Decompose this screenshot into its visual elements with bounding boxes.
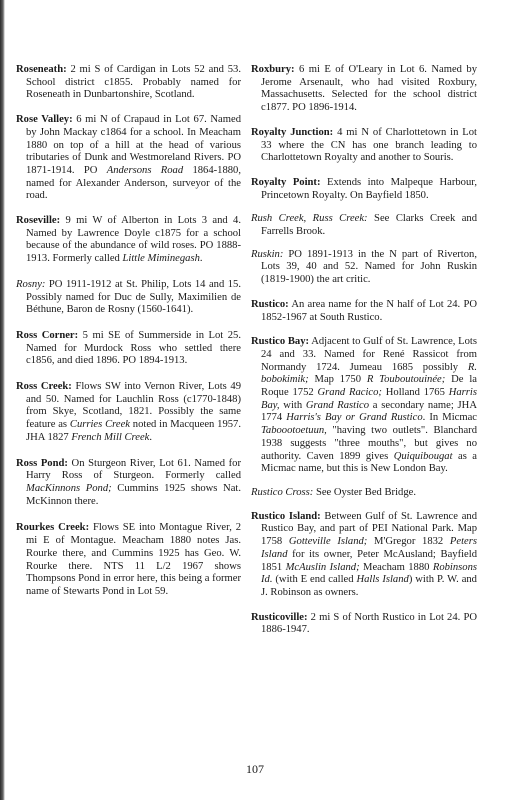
- gazetteer-entry: [16, 215, 241, 266]
- gazetteer-entry: [251, 336, 477, 476]
- entry-term: Royalty Junction:: [251, 126, 334, 138]
- entry-term: Rourkes Creek:: [16, 522, 90, 534]
- entry-text: with: [279, 399, 306, 411]
- entry-term: Rustico Island:: [251, 510, 321, 522]
- entry-text: 6 mi E of O'Leary in Lot 6. Named by Jerome Arsenault, who had visited Roxbury, Massachusetts. Selected for the school district c1877. PO 1896-1914.: [261, 64, 477, 114]
- entry-text: PO 1891-1913 in the N part of Riverton, Lots 39, 40 and 52. Named for John Ruskin (1819-1900) the art critic.: [261, 248, 477, 286]
- entry-text: . In Micmac: [422, 412, 477, 424]
- entry-text: De la Roque 1752: [261, 374, 477, 399]
- entry-variant-name: Gotteville Island;: [288, 536, 368, 548]
- gazetteer-entry: [251, 177, 477, 202]
- entry-variant-name: R Touboutouinée;: [366, 374, 446, 386]
- entry-term: Rusticoville:: [251, 611, 308, 623]
- entry-text: On Sturgeon River, Lot 61. Named for Harry Ross of Sturgeon. Formerly called: [26, 457, 241, 482]
- entry-term: Rustico:: [251, 298, 289, 310]
- entry-term: Rush Creek, Russ Creek:: [251, 213, 368, 225]
- entry-variant-name: Curries Creek: [69, 419, 130, 431]
- entry-text: for its owner, Peter McAusland; Bayfield 1851: [261, 548, 477, 573]
- gazetteer-entry: [251, 127, 477, 165]
- entry-term: Rustico Cross:: [251, 486, 314, 498]
- entry-text: Between Gulf of St. Lawrence and Rustico Bay, and part of PEI National Park. Map 1758: [261, 510, 477, 548]
- entry-variant-name: Taboootoetuun,: [261, 425, 327, 437]
- gazetteer-entry: [251, 511, 477, 600]
- gazetteer-entry: [16, 330, 241, 368]
- entry-text: 6 mi N of Crapaud in Lot 67. Named by John Mackay c1864 for a school. In Meacham 1880 on top of a hill at the head of various tributaries of Dunk and Westmoreland Rivers. PO 1871-1914. PO: [26, 114, 241, 176]
- entry-variant-name: R. bobokimik;: [261, 361, 477, 386]
- page-number: 107: [246, 762, 264, 776]
- entry-text: An area name for the N half of Lot 24. PO 1852-1967 at South Rustico.: [261, 298, 477, 323]
- gazetteer-entry: [16, 64, 241, 102]
- entry-text: 2 mi S of Cardigan in Lots 52 and 53. School district c1855. Probably named for Roseneath in Dunbartonshire, Scotland.: [26, 64, 241, 101]
- entry-term: Rose Valley:: [16, 114, 73, 126]
- entry-text: Flows SE into Montague River, 2 mi E of Montague. Meacham 1880 notes Jas. Rourke there, and Cummins 1925 has Geo. W. Rourke there. NTS 11 L/2 1967 shows Thompsons Pond in error here, this being a former name of Stewarts Pond in Lot 59.: [26, 522, 242, 597]
- entry-text: 1864-1880, named for Alexander Anderson, surveyor of the road.: [26, 164, 241, 202]
- gazetteer-entry: [16, 279, 241, 317]
- entry-text: Holland 1765: [381, 387, 449, 399]
- gazetteer-entry: [251, 64, 477, 115]
- right-column: [251, 64, 477, 637]
- entry-term: Ross Creek:: [16, 381, 72, 393]
- entry-text: "having two outlets". Blanchard 1938 suggests "three mouths", but gives no authority. Caven 1899 gives: [261, 425, 477, 462]
- gazetteer-entry: [251, 487, 477, 500]
- entry-variant-name: Andersons Road: [106, 164, 184, 176]
- entry-term: Roseville:: [16, 215, 61, 227]
- entry-term: Ross Pond:: [16, 457, 68, 469]
- entry-text: Cummins 1925 shows Nat. McKinnon there.: [26, 482, 242, 507]
- entry-text: See Oyster Bed Bridge.: [313, 486, 416, 498]
- entry-variant-name: Grand Racico;: [317, 387, 382, 399]
- entry-term: Ruskin:: [251, 248, 284, 260]
- entry-text: (with E end called: [272, 574, 357, 586]
- entry-variant-name: Harris Bay,: [261, 387, 477, 411]
- entry-text: ) with P. W. and J. Robinson as owners.: [261, 574, 477, 598]
- gazetteer-entry: [16, 458, 241, 509]
- gazetteer-entry: [251, 249, 477, 287]
- gazetteer-entry: [251, 299, 477, 324]
- gazetteer-entry: [16, 114, 241, 203]
- entry-text: 4 mi N of Charlottetown in Lot 33 where the CN has one branch leading to Charlottetown Royalty and another to Souris.: [261, 126, 477, 164]
- page-edge-shadow: [0, 0, 5, 800]
- entry-variant-name: Peters Island: [261, 536, 477, 560]
- entry-variant-name: French Mill Creek: [71, 431, 150, 443]
- gazetteer-entry: [251, 612, 477, 637]
- entry-variant-name: Robinsons Id.: [261, 561, 477, 586]
- entry-text: 5 mi SE of Summerside in Lot 25. Named for Murdock Ross who settled there c1856, and died 1896. PO 1894-1913.: [26, 329, 241, 367]
- entry-text: Map 1750: [308, 374, 367, 386]
- entry-variant-name: Little Miminegash: [122, 253, 200, 265]
- entry-term: Rosny:: [16, 278, 46, 290]
- gazetteer-entry: [16, 381, 241, 445]
- entry-variant-name: Halls Island: [356, 574, 409, 586]
- entry-text: 9 mi W of Alberton in Lots 3 and 4. Named by Lawrence Doyle c1875 for a school because of the abundance of wild roses. PO 1888-1913. Formerly called: [26, 215, 241, 265]
- entry-variant-name: MacKinnons Pond;: [26, 482, 112, 494]
- entry-term: Royalty Point:: [251, 176, 321, 188]
- entry-term: Roxbury:: [251, 64, 295, 75]
- left-column: [16, 64, 241, 599]
- entry-variant-name: McAuslin Island;: [285, 561, 360, 573]
- entry-text: Adjacent to Gulf of St. Lawrence, Lots 24 and 33. Named for René Rassicot from Normandy 1724. Jumeau 1685 possibly: [261, 336, 477, 373]
- entry-text: Extends into Malpeque Harbour, Princetown Royalty. On Bayfield 1850.: [261, 176, 477, 201]
- entry-term: Roseneath:: [16, 64, 67, 75]
- entry-text: a secondary name; JHA 1774: [261, 399, 477, 424]
- entry-text: .: [149, 431, 153, 443]
- entry-variant-name: Grand Rastico: [305, 399, 370, 411]
- entry-variant-name: Quiquibougat: [393, 450, 453, 462]
- gazetteer-entry: [16, 522, 241, 598]
- entry-text: Meacham 1880: [359, 561, 433, 573]
- entry-term: Rustico Bay:: [251, 336, 310, 348]
- entry-text: M'Gregor 1832: [367, 536, 450, 548]
- entry-text: as a Micmac name, but this is New London Bay.: [261, 450, 478, 475]
- entry-text: 2 mi S of North Rustico in Lot 24. PO 1886-1947.: [261, 611, 477, 636]
- entry-text: Flows SW into Vernon River, Lots 49 and 50. Named for Lauchlin Ross (c1770-1848) from Skye, Scotland, 1821. Possibly the same feature as: [26, 381, 242, 431]
- entry-text: See Clarks Creek and Farrells Brook.: [261, 213, 478, 238]
- entry-term: Ross Corner:: [16, 329, 79, 341]
- gazetteer-entry: [251, 213, 477, 238]
- entry-text: .: [199, 253, 203, 265]
- entry-text: PO 1911-1912 at St. Philip, Lots 14 and 15. Possibly named for Duc de Sully, Maximilien de Béthune, Baron de Rosny (1560-1641).: [26, 278, 241, 316]
- entry-variant-name: Harris's Bay or Grand Rustico: [286, 412, 423, 424]
- entry-text: noted in Macqueen 1957. JHA 1827: [26, 419, 241, 443]
